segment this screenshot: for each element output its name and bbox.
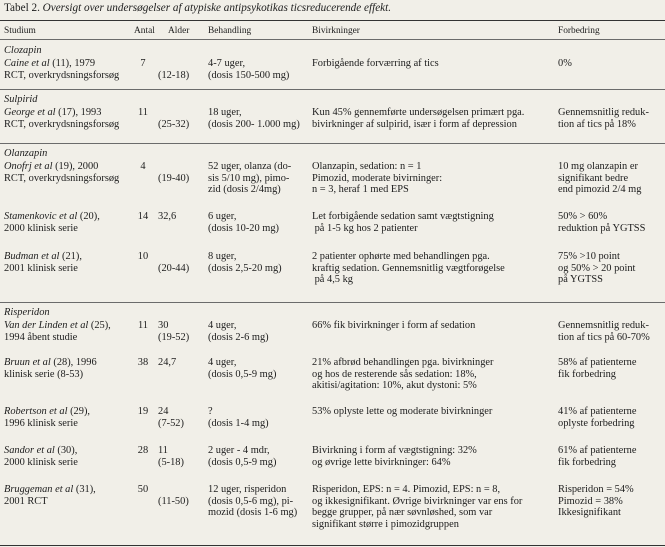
top-rule <box>0 20 665 21</box>
study-cell <box>4 211 130 234</box>
cell-line: Kun 45% gennemførte undersøgelsen primært pga. <box>312 107 525 118</box>
cell-line: 8 uger, <box>208 251 237 262</box>
cell-line: Risperidon = 54% <box>558 484 634 495</box>
cell-line: 21% afbrød behandlingen pga. bivirkninger <box>312 357 494 368</box>
cell-line: (19-40) <box>158 172 190 184</box>
improvement-cell <box>558 357 665 380</box>
cell-line: (20-44) <box>158 262 190 274</box>
cell-line: (11-50) <box>158 495 189 507</box>
side-effects-cell <box>312 58 557 70</box>
cell-line: 52 uger, olanza (do- <box>208 161 292 172</box>
study-line: 1994 åbent studie <box>4 331 78 343</box>
improvement-cell <box>558 211 665 234</box>
study-line: 1996 klinisk serie <box>4 417 78 429</box>
side-effects-cell <box>312 251 557 286</box>
cell-line: tion af tics på 60-70% <box>558 331 650 343</box>
cell-line: og ikkesignifikant. Øvrige bivirkninger var ens for <box>312 495 523 507</box>
cell-line: og øvrige lette bivirkninger: 64% <box>312 456 451 468</box>
side-effects-cell <box>312 107 557 130</box>
study-line: Caine et al (11), 1979 <box>4 58 96 69</box>
cell-line: Pimozid, moderate bivirninger: <box>312 172 443 184</box>
study-line: RCT, overkrydsningsforsøg <box>4 172 120 184</box>
side-effects-cell <box>312 357 557 392</box>
age-cell <box>158 161 202 184</box>
n-cell: 28 <box>137 445 149 456</box>
caption-title: Oversigt over undersøgelser af atypiske antipsykotikas ticsreducerende effekt. <box>42 2 392 14</box>
cell-line: 4-7 uger, <box>208 58 246 69</box>
group-rule <box>0 302 665 303</box>
header-rule <box>0 39 665 40</box>
study-line: 2000 klinisk serie <box>4 456 78 468</box>
age-cell <box>158 357 202 369</box>
cell-line: 66% fik bivirkninger i form af sedation <box>312 320 476 331</box>
cell-line: akitisi/agitation: 10%, akut dystoni: 5% <box>312 380 477 392</box>
side-effects-cell <box>312 161 557 196</box>
cell-line: 18 uger, <box>208 107 242 118</box>
study-line: Stamenkovic et al (20), <box>4 211 100 222</box>
cell-line: Risperidon, EPS: n = 4. Pimozid, EPS: n = 8, <box>312 484 501 495</box>
cell-line: mozid (dosis 1-6 mg) <box>208 507 298 519</box>
cell-line: på YGTSS <box>558 274 603 286</box>
study-cell <box>4 161 130 184</box>
age-cell <box>158 320 202 343</box>
study-line: klinisk serie (8-53) <box>4 368 84 380</box>
study-cell <box>4 445 130 468</box>
n-cell: 10 <box>137 251 149 262</box>
study-line: Sandor et al (30), <box>4 445 78 456</box>
side-effects-cell <box>312 211 557 234</box>
cell-line: 50% > 60% <box>558 211 608 222</box>
side-effects-cell <box>312 320 557 332</box>
cell-line: 12 uger, risperidon <box>208 484 287 495</box>
treatment-cell <box>208 320 308 343</box>
cell-line: Forbigående forværring af tics <box>312 58 439 69</box>
cell-line: Ikkesignifikant <box>558 507 621 519</box>
age-cell <box>158 211 202 223</box>
age-cell <box>158 107 202 130</box>
study-line: 2001 RCT <box>4 495 48 507</box>
cell-line: (dosis 2,5-20 mg) <box>208 262 282 274</box>
group-label: Risperidon <box>4 307 50 318</box>
cell-line: 6 uger, <box>208 211 237 222</box>
group-label: Clozapin <box>4 45 42 56</box>
study-cell <box>4 251 130 274</box>
header-treatment: Behandling <box>208 26 252 36</box>
study-cell <box>4 58 130 81</box>
group-rule <box>0 143 665 144</box>
cell-line: (dosis 150-500 mg) <box>208 69 290 81</box>
n-cell: 4 <box>140 161 146 172</box>
cell-line: og hos de resterende sås sedation: 18%, <box>312 368 477 380</box>
cell-line: 30 <box>158 320 169 331</box>
cell-line: ? <box>208 406 213 417</box>
cell-line: på 1-5 kg hos 2 patienter <box>312 222 418 234</box>
cell-line: (dosis 0,5-9 mg) <box>208 368 277 380</box>
group-label: Sulpirid <box>4 94 38 105</box>
cell-line: 10 mg olanzapin er <box>558 161 638 172</box>
n-cell: 14 <box>137 211 149 222</box>
study-line: RCT, overkrydsningsforsøg <box>4 118 120 130</box>
bottom-rule <box>0 545 665 546</box>
treatment-cell <box>208 406 308 429</box>
cell-line: 0% <box>558 58 572 69</box>
treatment-cell <box>208 107 308 130</box>
header-n: Antal <box>134 26 155 36</box>
age-cell <box>158 251 202 274</box>
n-cell: 11 <box>137 107 148 118</box>
cell-line: signifikant større i pimozidgruppen <box>312 518 459 530</box>
cell-line: (dosis 200- 1.000 mg) <box>208 118 300 130</box>
cell-line: 2 patienter ophørte med behandlingen pga. <box>312 251 490 262</box>
improvement-cell <box>558 58 665 70</box>
study-cell <box>4 320 130 343</box>
cell-line: 2 uger - 4 mdr, <box>208 445 270 456</box>
header-improvement: Forbedring <box>558 26 600 36</box>
cell-line: 24 <box>158 406 169 417</box>
improvement-cell <box>558 251 665 286</box>
cell-line: fik forbedring <box>558 456 616 468</box>
cell-line: 75% >10 point <box>558 251 620 262</box>
study-line: Bruun et al (28), 1996 <box>4 357 97 368</box>
study-line: RCT, overkrydsningsforsøg <box>4 69 120 81</box>
cell-line: bivirkninger af sulpirid, især i form af depression <box>312 118 517 130</box>
study-cell <box>4 357 130 380</box>
cell-line: 11 <box>158 445 169 456</box>
cell-line: (25-32) <box>158 118 190 130</box>
cell-line: Let forbigående sedation samt vægtstigning <box>312 211 494 222</box>
study-cell <box>4 484 130 507</box>
cell-line: fik forbedring <box>558 368 616 380</box>
cell-line: kraftig sedation. Gennemsnitlig vægtforøgelse <box>312 262 505 274</box>
cell-line: oplyste forbedring <box>558 417 635 429</box>
cell-line: (dosis 1-4 mg) <box>208 417 269 429</box>
group-rule <box>0 89 665 90</box>
cell-line: Bivirkning i form af vægtstigning: 32% <box>312 445 477 456</box>
header-age: Alder <box>168 26 190 36</box>
cell-line: (7-52) <box>158 417 184 429</box>
n-cell: 50 <box>137 484 149 495</box>
improvement-cell <box>558 320 665 343</box>
cell-line: (12-18) <box>158 69 190 81</box>
age-cell <box>158 484 202 507</box>
header-side-effects: Bivirkninger <box>312 26 360 36</box>
study-line: George et al (17), 1993 <box>4 107 102 118</box>
improvement-cell <box>558 406 665 429</box>
cell-line: (dosis 0,5-6 mg), pi- <box>208 495 294 507</box>
treatment-cell <box>208 445 308 468</box>
cell-line: Gennemsnitlig reduk- <box>558 320 649 331</box>
treatment-cell <box>208 211 308 234</box>
group-label: Olanzapin <box>4 148 48 159</box>
improvement-cell <box>558 484 665 519</box>
improvement-cell <box>558 445 665 468</box>
study-line: 2001 klinisk serie <box>4 262 78 274</box>
n-cell: 11 <box>137 320 148 331</box>
cell-line: tion af tics på 18% <box>558 118 636 130</box>
cell-line: end pimozid 2/4 mg <box>558 184 642 196</box>
cell-line: Pimozid = 38% <box>558 495 623 507</box>
treatment-cell <box>208 58 308 81</box>
cell-line: (dosis 0,5-9 mg) <box>208 456 277 468</box>
study-cell <box>4 406 130 429</box>
treatment-cell <box>208 484 308 519</box>
side-effects-cell <box>312 484 557 530</box>
cell-line: 32,6 <box>158 211 177 222</box>
age-cell <box>158 58 202 81</box>
study-line: Robertson et al (29), <box>4 406 91 417</box>
caption-label: Tabel 2. <box>4 2 40 14</box>
cell-line: sis 5/10 mg), pimo- <box>208 172 290 184</box>
cell-line: n = 3, heraf 1 med EPS <box>312 184 409 196</box>
study-line: Budman et al (21), <box>4 251 82 262</box>
improvement-cell <box>558 107 665 130</box>
cell-line: (dosis 2-6 mg) <box>208 331 269 343</box>
treatment-cell <box>208 357 308 380</box>
cell-line: begge grupper, på nær søvnløshed, som var <box>312 507 493 519</box>
cell-line: 53% oplyste lette og moderate bivirkninger <box>312 406 493 417</box>
cell-line: og 50% > 20 point <box>558 262 636 274</box>
cell-line: 4 uger, <box>208 320 237 331</box>
cell-line: (19-52) <box>158 331 190 343</box>
treatment-cell <box>208 161 308 196</box>
header-study: Studium <box>4 26 36 36</box>
study-line: Onofrj et al (19), 2000 <box>4 161 99 172</box>
cell-line: 41% af patienterne <box>558 406 637 417</box>
age-cell <box>158 406 202 429</box>
cell-line: 58% af patienterne <box>558 357 637 368</box>
cell-line: 24,7 <box>158 357 177 368</box>
side-effects-cell <box>312 406 557 418</box>
improvement-cell <box>558 161 665 196</box>
study-line: 2000 klinisk serie <box>4 222 78 234</box>
study-line: Van der Linden et al (25), <box>4 320 111 331</box>
n-cell: 38 <box>137 357 149 368</box>
cell-line: Olanzapin, sedation: n = 1 <box>312 161 422 172</box>
cell-line: 61% af patienterne <box>558 445 637 456</box>
n-cell: 7 <box>140 58 146 69</box>
cell-line: (5-18) <box>158 456 184 468</box>
side-effects-cell <box>312 445 557 468</box>
study-cell <box>4 107 130 130</box>
cell-line: signifikant bedre <box>558 172 629 184</box>
cell-line: Gennemsnitlig reduk- <box>558 107 649 118</box>
cell-line: på 4,5 kg <box>312 274 353 286</box>
cell-line: zid (dosis 2/4mg) <box>208 184 281 196</box>
treatment-cell <box>208 251 308 274</box>
n-cell: 19 <box>137 406 149 417</box>
cell-line: 4 uger, <box>208 357 237 368</box>
age-cell <box>158 445 202 468</box>
cell-line: (dosis 10-20 mg) <box>208 222 279 234</box>
cell-line: reduktion på YGTSS <box>558 222 646 234</box>
table-caption <box>4 3 391 15</box>
study-line: Bruggeman et al (31), <box>4 484 96 495</box>
